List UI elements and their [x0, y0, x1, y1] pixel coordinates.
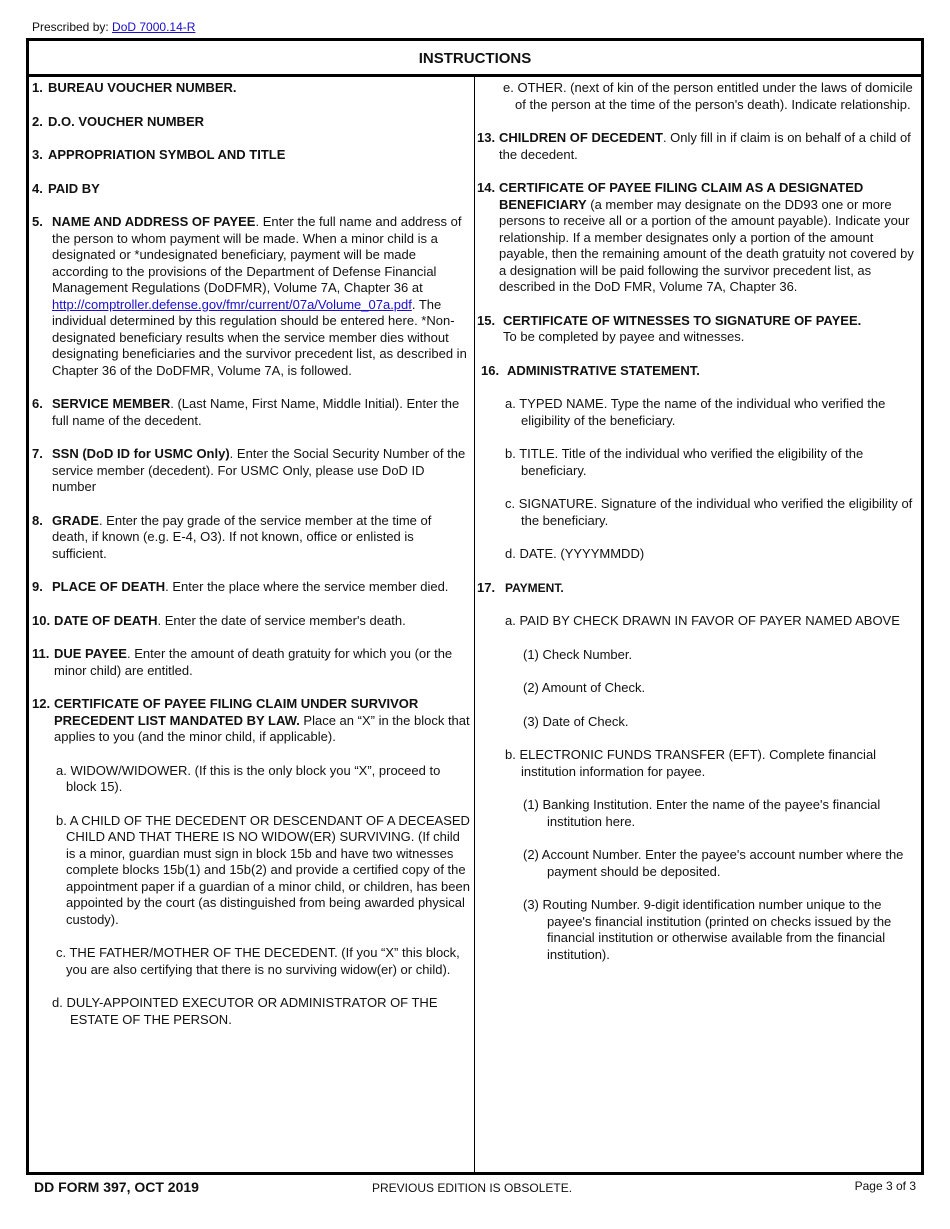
item-title: ADMINISTRATIVE STATEMENT. — [507, 362, 700, 378]
item-12b: b. A CHILD OF THE DECEDENT OR DESCENDANT OF A DECEASED CHILD AND THAT THERE IS NO WIDOW(ER) SURVIVING. (If child is a minor, guardian must sign in block 15b and have two witnesses complete blocks 15b(1) and 15b(2) and provide a certified copy of the appointment paper if a guardian of a minor child, or children, has been appointed by the court (as distinguished from being awarded physical custody). — [56, 812, 470, 927]
item-17a: a. PAID BY CHECK DRAWN IN FAVOR OF PAYER NAMED ABOVE — [505, 613, 900, 628]
item-text: Place an “X” in the block that applies to you (and the minor child, if applicable). — [54, 712, 470, 744]
item-12 — [32, 696, 470, 746]
item-3 — [32, 147, 470, 164]
item-number: 16. — [481, 362, 500, 378]
item-number: 11. — [32, 646, 50, 661]
item-1 — [32, 80, 470, 97]
item-text: . Enter the Social Security Number of the service member (decedent). For USMC Only, please use DoD ID number — [52, 446, 466, 494]
item-number: 4. — [32, 180, 43, 196]
item-text-continued: . The individual determined by this regulation should be entered here. *Non-designated beneficiary results when the service member dies without designating beneficiaries and the survivor precedent list, as described in Chapter 36 of the DoDFMR, Volume 7A, is followed. — [52, 296, 467, 378]
form-identifier: DD FORM 397, OCT 2019 — [34, 1179, 199, 1195]
column-divider — [474, 77, 475, 1172]
item-text: . Enter the full name and address of the person to whom payment will be made. When a minor child is a designated or *undesignated beneficiary, payment will be made according to the provisions of the Department of Defense Financial Management Regulations (DoDFMR), Volume 7A, Chapter 36 at — [52, 214, 462, 295]
item-title: SSN (DoD ID for USMC Only) — [52, 446, 230, 461]
item-11 — [32, 646, 470, 679]
item-title: GRADE — [52, 512, 99, 528]
item-number: 7. — [32, 446, 43, 461]
page-number: Page 3 of 3 — [854, 1179, 916, 1193]
instructions-title: INSTRUCTIONS — [29, 41, 921, 77]
fmr-link[interactable]: http://comptroller.defense.gov/fmr/current/07a/Volume_07a.pdf — [52, 296, 412, 312]
item-title: NAME AND ADDRESS OF PAYEE — [52, 214, 256, 229]
item-title: D.O. VOUCHER NUMBER — [48, 113, 205, 129]
item-15 — [477, 313, 923, 346]
item-13 — [477, 130, 923, 163]
item-16a: a. TYPED NAME. Type the name of the individual who verified the eligibility of the beneficiary. — [505, 396, 886, 428]
item-number: 9. — [32, 579, 43, 594]
item-9 — [32, 579, 470, 596]
item-16c: c. SIGNATURE. Signature of the individual who verified the eligibility of the beneficiary. — [505, 496, 913, 528]
instructions-frame — [26, 38, 924, 1175]
item-16d: d. DATE. (YYYYMMDD) — [505, 546, 645, 561]
item-17 — [477, 580, 923, 597]
right-column — [477, 80, 923, 963]
item-text: To be completed by payee and witnesses. — [503, 329, 745, 344]
item-title: CERTIFICATE OF WITNESSES TO SIGNATURE OF PAYEE. — [503, 312, 862, 328]
item-17b3: (3) Routing Number. 9-digit identification number unique to the payee's financial institution (printed on checks issued by the financial institution or otherwise available from the financial institution). — [523, 897, 892, 962]
prescribed-by — [32, 20, 195, 34]
item-16 — [477, 363, 923, 380]
item-title: CHILDREN OF DECEDENT — [499, 130, 663, 145]
item-text: . Enter the pay grade of the service member at the time of death, if known (e.g. E-4, O3). If not known, office or enlisted is sufficient. — [52, 512, 432, 561]
item-number: 14. — [477, 180, 496, 195]
item-text: . (Last Name, First Name, Middle Initial). Enter the full name of the decedent. — [52, 396, 460, 428]
item-title: CERTIFICATE OF PAYEE FILING CLAIM UNDER SURVIVOR PRECEDENT LIST MANDATED BY LAW. — [54, 696, 419, 728]
prescribed-link[interactable]: DoD 7000.14-R — [112, 20, 196, 34]
item-8 — [32, 513, 470, 563]
item-text: . Enter the place where the service member died. — [165, 579, 449, 594]
obsolete-notice: PREVIOUS EDITION IS OBSOLETE. — [372, 1181, 573, 1195]
item-17a2: (2) Amount of Check. — [523, 680, 646, 695]
item-17b1: (1) Banking Institution. Enter the name of the payee's financial institution here. — [523, 797, 881, 829]
item-number: 6. — [32, 396, 43, 411]
item-number: 3. — [32, 147, 43, 162]
item-number: 13. — [477, 130, 496, 145]
page-footer — [0, 1178, 950, 1198]
item-title: APPROPRIATION SYMBOL AND TITLE — [48, 147, 286, 162]
item-title: PLACE OF DEATH — [52, 579, 166, 594]
item-title: PAYMENT. — [505, 580, 564, 595]
item-title: CERTIFICATE OF PAYEE FILING CLAIM AS A DESIGNATED BENEFICIARY — [499, 180, 864, 212]
item-10 — [32, 613, 470, 630]
item-17a1: (1) Check Number. — [523, 646, 633, 662]
item-number: 1. — [32, 80, 43, 95]
item-number: 5. — [32, 214, 43, 229]
item-text: (a member may designate on the DD93 one or more persons to receive all or a portion of the amount payable). Indicate your relationship. If a member designates only a portion of the amount payable, then the remaining amount of the death gratuity not covered by a designation will be paid following the survivor precedent list, as described in the DoD FMR, Volume 7A, Chapter 36. — [499, 196, 914, 294]
item-6 — [32, 396, 470, 429]
item-number: 12. — [32, 696, 51, 711]
item-17a3: (3) Date of Check. — [523, 713, 629, 729]
item-title: BUREAU VOUCHER NUMBER. — [48, 80, 237, 95]
item-number: 10. — [32, 612, 51, 628]
item-12e: e. OTHER. (next of kin of the person entitled under the laws of domicile of the person at the time of the person's death). Indicate relationship. — [503, 80, 913, 112]
item-12a: a. WIDOW/WIDOWER. (If this is the only block you “X”, proceed to block 15). — [56, 762, 441, 794]
item-7 — [32, 446, 470, 496]
item-12c: c. THE FATHER/MOTHER OF THE DECEDENT. (If you “X” this block, you are also certifying that there is no surviving widow(er) or child). — [56, 945, 460, 977]
item-17b2: (2) Account Number. Enter the payee's account number where the payment should be deposited. — [523, 847, 904, 879]
item-text: . Enter the amount of death gratuity for which you (or the minor child) are entitled. — [54, 646, 453, 678]
item-5 — [32, 214, 470, 379]
left-column — [32, 80, 470, 1028]
item-number: 8. — [32, 512, 43, 528]
item-14 — [477, 180, 923, 296]
prescribed-label: Prescribed by: — [32, 20, 109, 34]
item-title: DUE PAYEE — [54, 646, 127, 661]
item-16b: b. TITLE. Title of the individual who verified the eligibility of the beneficiary. — [505, 446, 864, 478]
item-text: . Only fill in if claim is on behalf of a child of the decedent. — [499, 130, 911, 162]
item-2 — [32, 114, 470, 131]
item-number: 17. — [477, 579, 496, 595]
item-title: DATE OF DEATH — [54, 612, 158, 628]
item-title: PAID BY — [48, 180, 100, 196]
item-17b: b. ELECTRONIC FUNDS TRANSFER (EFT). Complete financial institution information for payee. — [505, 747, 877, 779]
item-number: 15. — [477, 312, 496, 328]
item-12d: d. DULY-APPOINTED EXECUTOR OR ADMINISTRATOR OF THE ESTATE OF THE PERSON. — [52, 995, 438, 1027]
item-text: . Enter the date of service member's death. — [157, 612, 406, 628]
item-4 — [32, 181, 470, 198]
item-number: 2. — [32, 113, 43, 129]
item-title: SERVICE MEMBER — [52, 396, 171, 411]
